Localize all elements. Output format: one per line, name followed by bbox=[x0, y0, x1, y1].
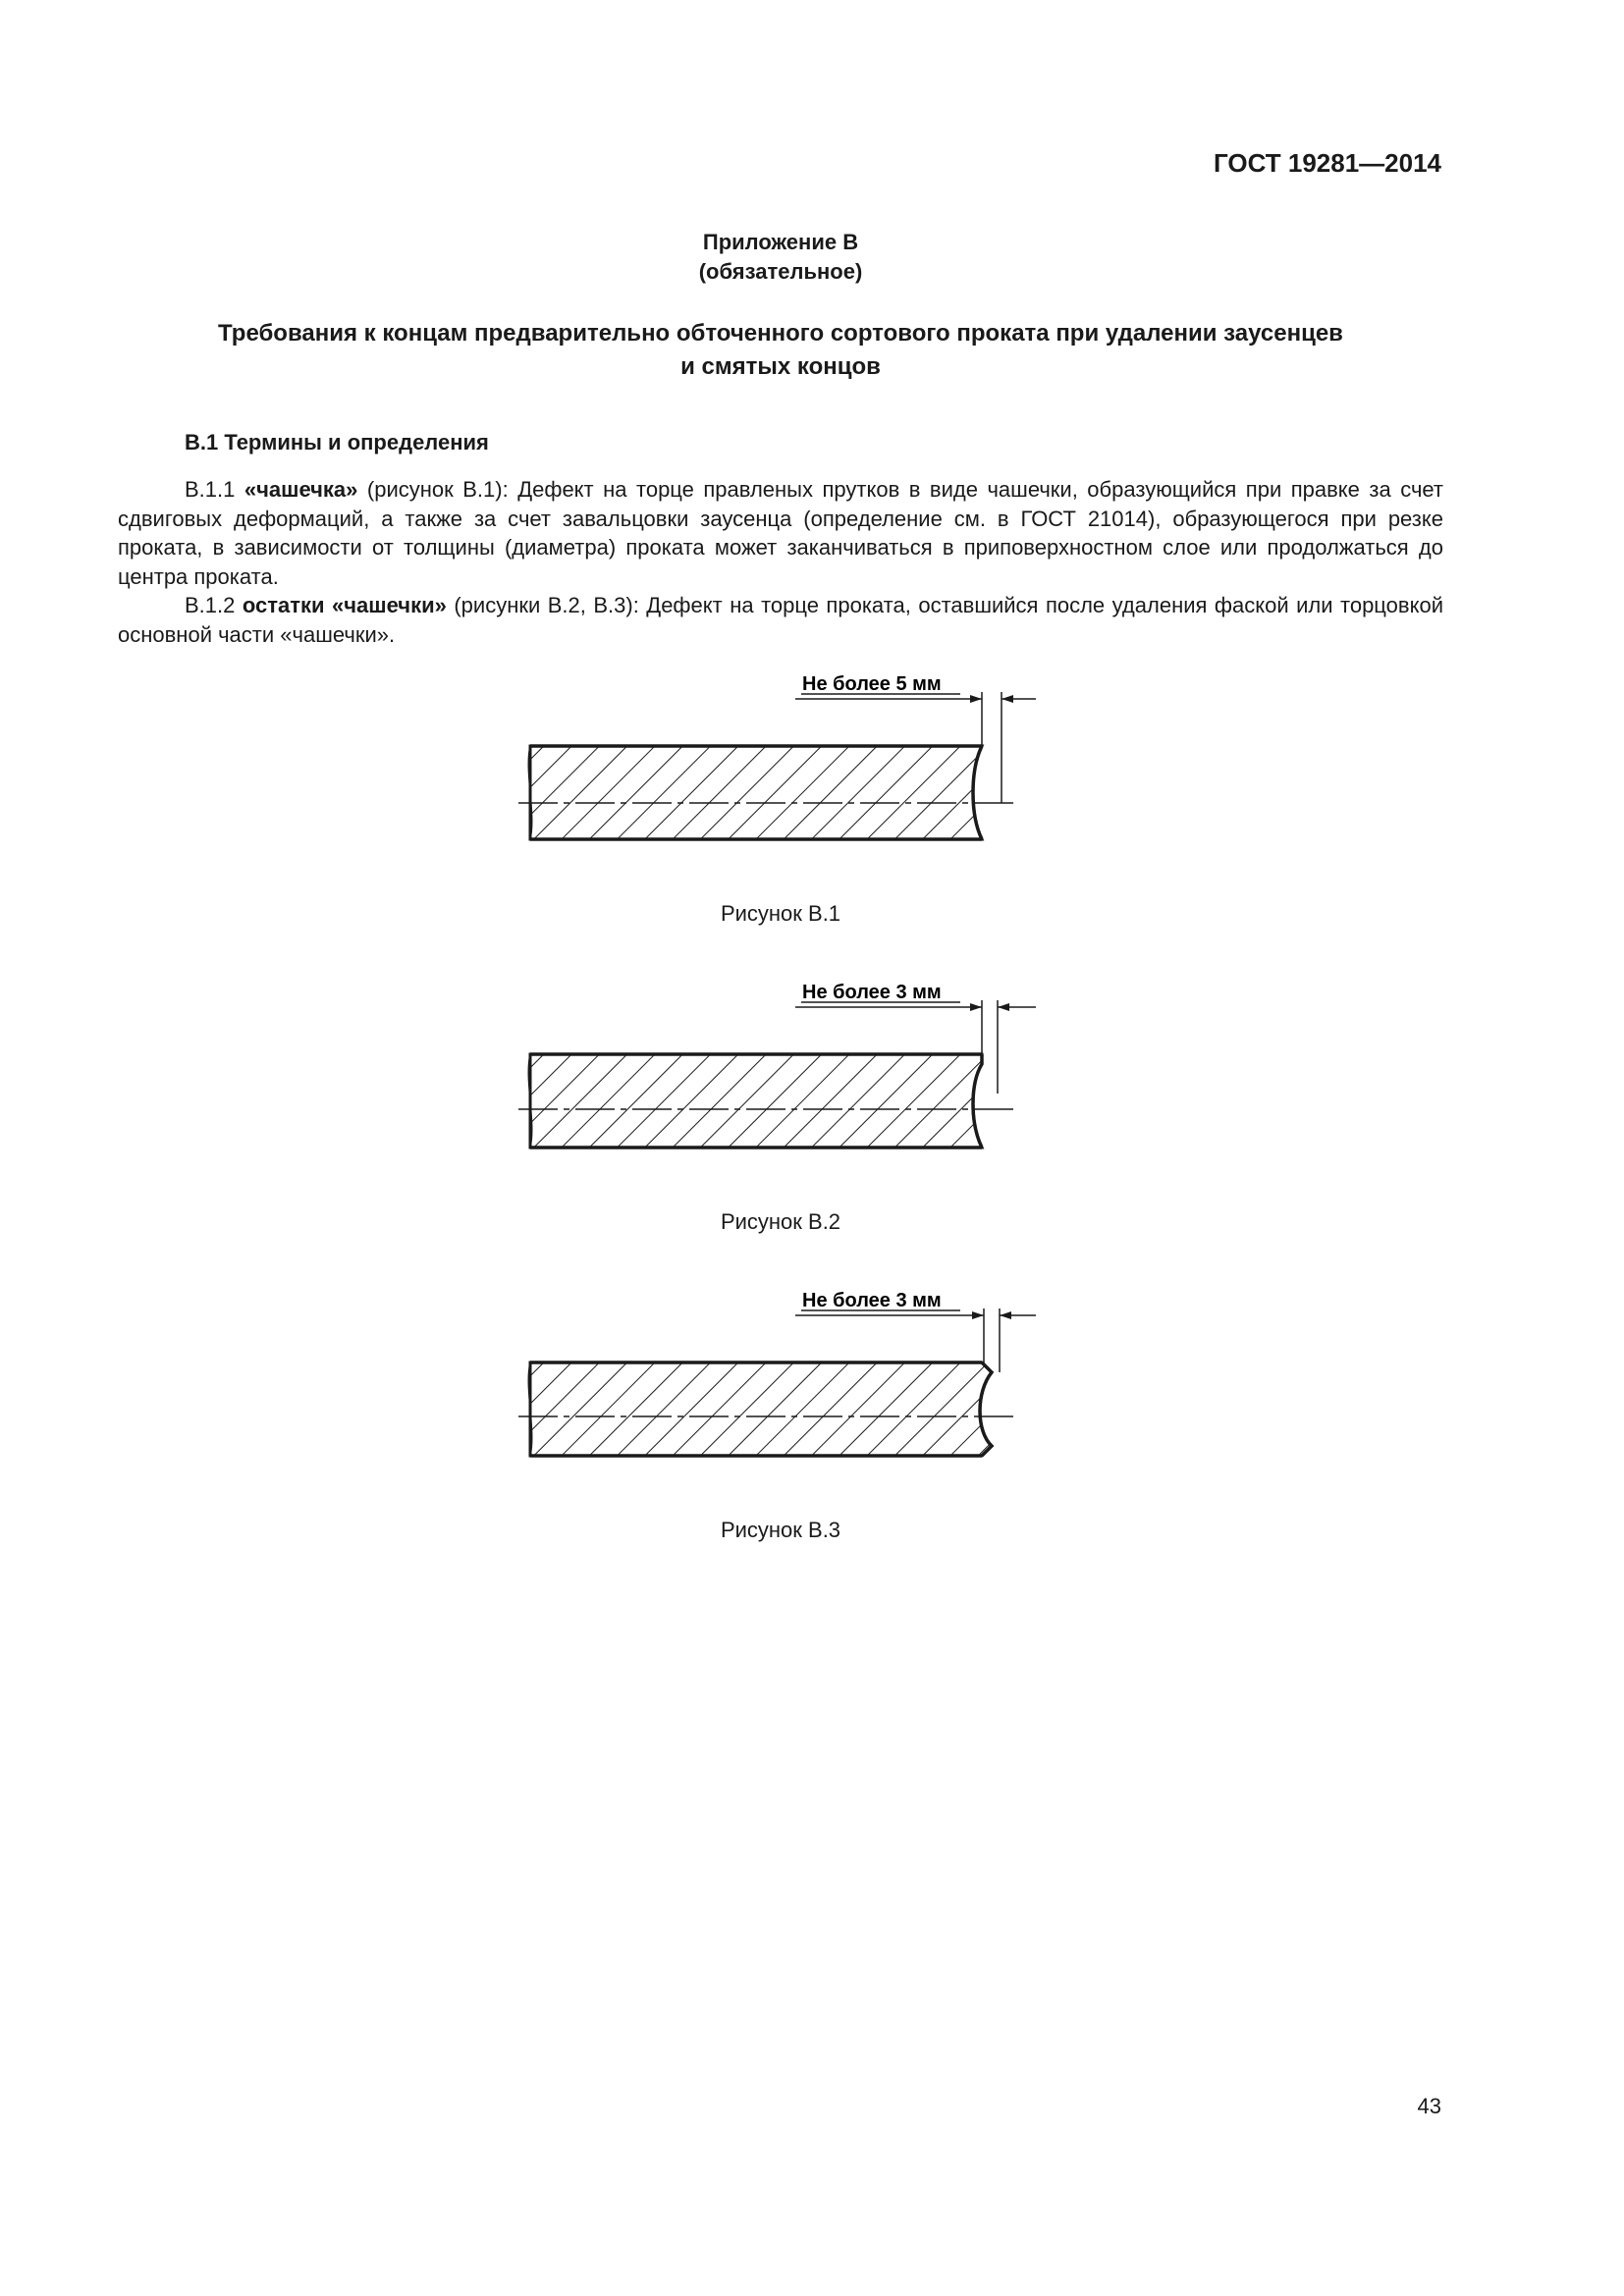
paragraph-number: В.1.2 bbox=[185, 593, 243, 617]
page-number: 43 bbox=[1417, 2094, 1441, 2118]
dimension-label: Не более 3 мм bbox=[802, 982, 942, 1003]
dimension-label: Не более 3 мм bbox=[802, 1290, 942, 1311]
figure-b2-caption: Рисунок В.2 bbox=[720, 1209, 841, 1234]
paragraph-text: (рисунок В.1): Дефект на торце правленых прутков в виде чашечки, образующийся при правке за счет сдвиговых деформаций, а также за счет завальцовки заусенца (определение см. в ГОСТ 21014), образующегося при резке проката, в зависимости от толщины (диаметра) проката может заканчиваться в приповерхностном слое или продолжаться до центра проката. bbox=[118, 477, 1444, 589]
paragraph-b-1-1 bbox=[118, 475, 1443, 591]
appendix-heading-line2: и смятых концов bbox=[680, 353, 881, 380]
bar-section bbox=[530, 746, 982, 839]
document-code: ГОСТ 19281—2014 bbox=[1214, 148, 1441, 178]
appendix-heading bbox=[118, 317, 1443, 384]
bar-section bbox=[530, 1054, 982, 1148]
figure-b1-caption: Рисунок В.1 bbox=[720, 901, 841, 926]
paragraph-b-1-2 bbox=[118, 591, 1443, 649]
figure-b1-drawing bbox=[511, 667, 1060, 883]
paragraph-number: В.1.1 bbox=[185, 477, 244, 502]
figure-b3-drawing bbox=[511, 1284, 1060, 1500]
appendix-heading-line1: Требования к концам предварительно обточенного сортового проката при удалении заусенцев bbox=[218, 320, 1343, 347]
appendix-status: (обязательное) bbox=[698, 259, 863, 284]
term: «чашечка» bbox=[244, 477, 358, 502]
dimension-label: Не более 5 мм bbox=[802, 673, 942, 695]
appendix-title: Приложение В bbox=[702, 230, 859, 254]
figure-b2-drawing bbox=[511, 976, 1060, 1192]
figure-b3-caption: Рисунок В.3 bbox=[720, 1518, 841, 1542]
section-heading: В.1 Термины и определения bbox=[185, 430, 489, 454]
paragraph-text: (рисунки В.2, В.3): Дефект на торце проката, оставшийся после удаления фаской или торцовкой основной части «чашечки». bbox=[118, 593, 1443, 647]
bar-section bbox=[530, 1362, 992, 1456]
term: остатки «чашечки» bbox=[242, 593, 447, 617]
